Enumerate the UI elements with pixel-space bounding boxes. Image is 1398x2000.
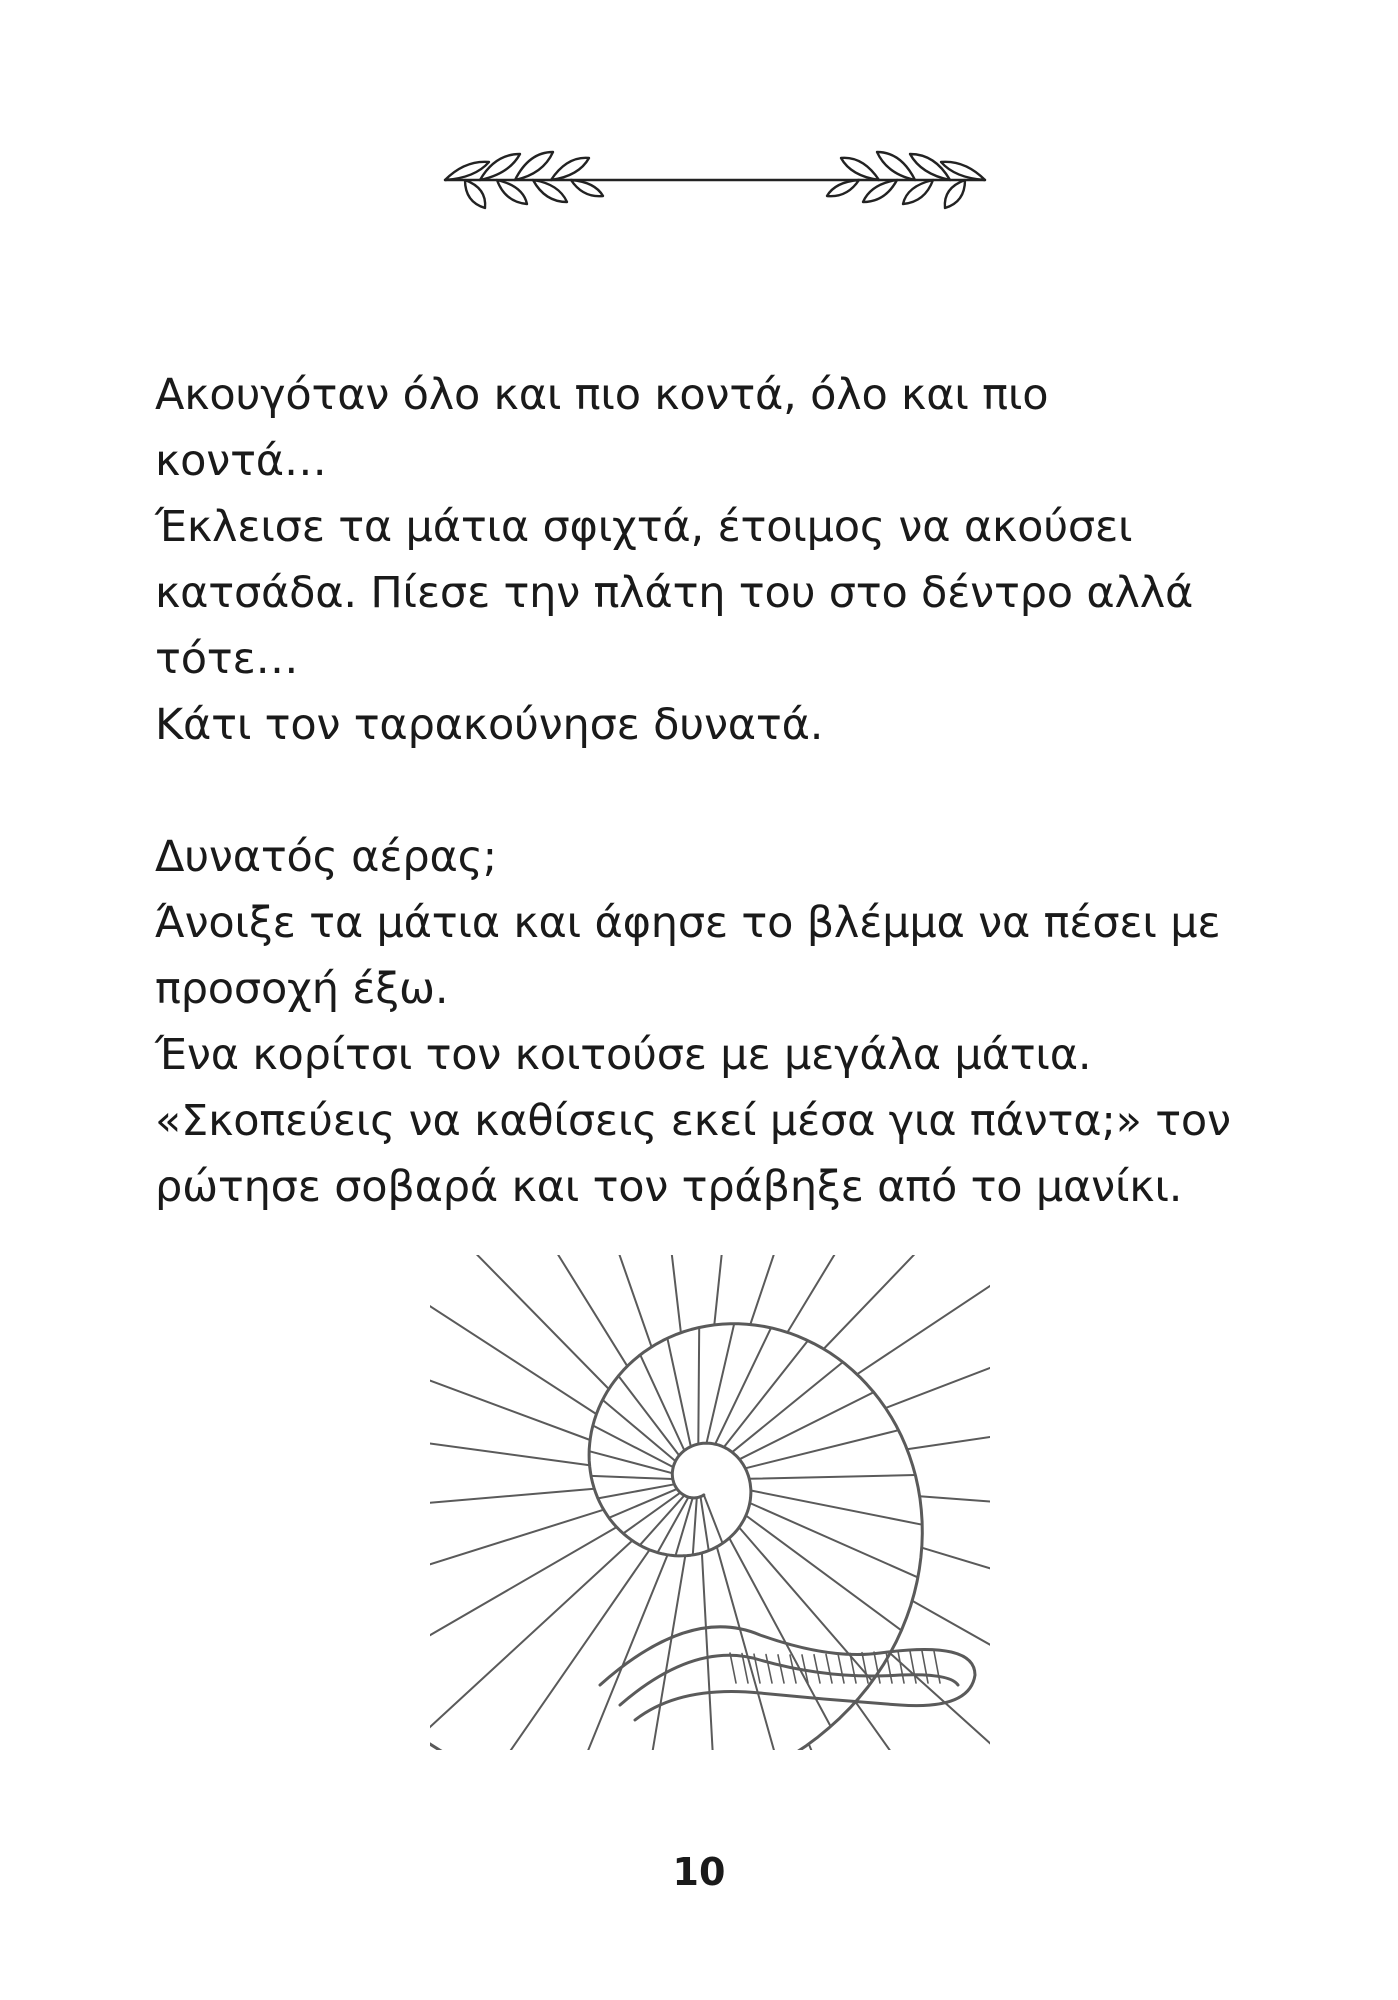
ammonite-shell-icon — [430, 1255, 990, 1750]
story-line: προσοχή έξω. — [155, 964, 449, 1014]
paragraph-gap — [155, 758, 1275, 824]
story-line: κοντά… — [155, 436, 327, 486]
story-line: Ακουγόταν όλο και πιο κοντά, όλο και πιο — [155, 370, 1049, 420]
story-line: Δυνατός αέρας; — [155, 832, 497, 882]
story-line: ρώτησε σοβαρά και τον τράβηξε από το μανίκι. — [155, 1162, 1183, 1212]
story-line: Άνοιξε τα μάτια και άφησε το βλέμμα να πέσει με — [155, 898, 1221, 948]
laurel-divider-icon — [425, 140, 1005, 220]
story-text — [155, 362, 1275, 1220]
story-line: Έκλεισε τα μάτια σφιχτά, έτοιμος να ακούσει — [155, 502, 1133, 552]
story-line: «Σκοπεύεις να καθίσεις εκεί μέσα για πάντα;» τον — [155, 1096, 1231, 1146]
story-line: κατσάδα. Πίεσε την πλάτη του στο δέντρο αλλά — [155, 568, 1194, 618]
page-number: 10 — [672, 1850, 726, 1894]
story-line: Ένα κορίτσι τον κοιτούσε με μεγάλα μάτια. — [155, 1030, 1092, 1080]
story-line: τότε… — [155, 634, 299, 684]
story-line: Κάτι τον ταρακούνησε δυνατά. — [155, 700, 824, 750]
